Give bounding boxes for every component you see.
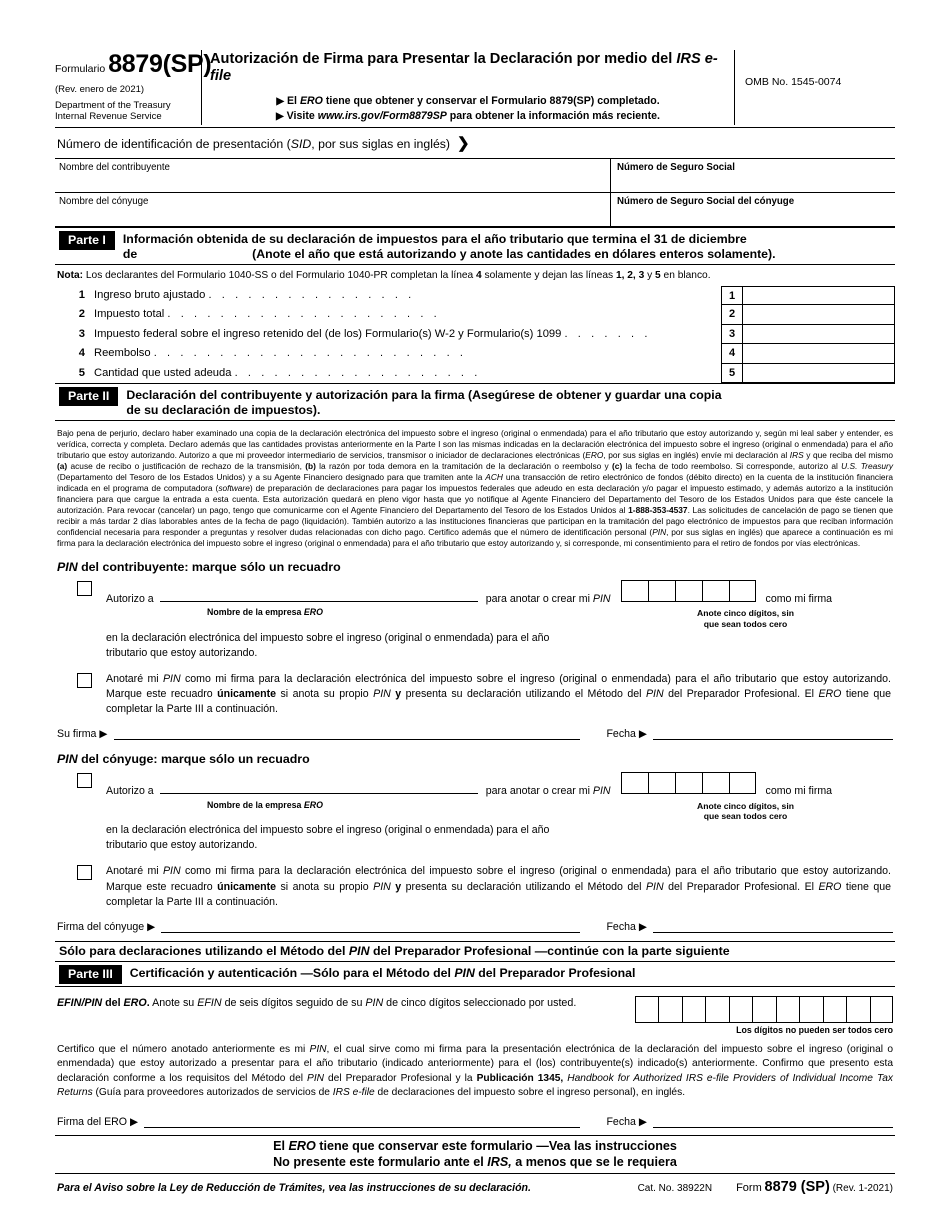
department-line2: Internal Revenue Service: [55, 111, 162, 123]
part1-title-line3: (Anote el año que está autorizando y anote las cantidades en dólares enteros solamente).: [252, 247, 776, 262]
pin-digit-box[interactable]: [675, 772, 702, 794]
as-signature-label: como mi firma: [765, 785, 833, 798]
spouse-signature-label: Firma del cónyuge ▶: [57, 920, 156, 933]
part2-tag: Parte II: [59, 387, 118, 406]
spouse-ero-firm-name-input[interactable]: [160, 780, 478, 794]
part1-tag: Parte I: [59, 231, 115, 250]
pin-digit-box[interactable]: [675, 580, 702, 602]
continuation-line1: en la declaración electrónica del impuesto sobre el ingreso (original o enmendada) para el año: [106, 632, 550, 645]
sid-label: Número de identificación de presentación (SID, por sus siglas en inglés): [57, 137, 451, 152]
footer-form-id: [736, 1179, 893, 1195]
ero-signature-row: [55, 1115, 895, 1128]
table-row: [55, 344, 895, 364]
taxpayer-signature-row: [55, 727, 895, 740]
efin-boxes[interactable]: [635, 996, 894, 1023]
note-label: Nota:: [57, 270, 84, 282]
privacy-notice: Para el Aviso sobre la Ley de Reducción de Trámites, vea las instrucciones de su declaración.: [57, 1182, 531, 1195]
spouse-date-input[interactable]: [653, 920, 893, 933]
ero-signature-input[interactable]: [144, 1115, 580, 1128]
efin-digit-box[interactable]: [658, 996, 682, 1023]
line-text: Impuesto total: [94, 308, 165, 321]
line-label: [94, 344, 721, 364]
line-number: 3: [78, 327, 85, 340]
pin-digit-box[interactable]: [729, 580, 756, 602]
practitioner-pin-banner: Sólo para declaraciones utilizando el Método del PIN del Preparador Profesional —continúe con la parte siguiente: [55, 941, 895, 962]
taxpayer-pin-option-2-checkbox[interactable]: [77, 673, 92, 688]
line-number: 5: [78, 366, 85, 379]
footer-form-word: Form: [736, 1182, 762, 1195]
header-bullets: [210, 94, 726, 126]
spouse-pin-option-1: [55, 772, 895, 852]
ero-pin-digit-box[interactable]: [776, 996, 800, 1023]
department-line1: Department of the Treasury: [55, 99, 171, 111]
sid-line: [55, 128, 895, 159]
leader-dots: . . . . . . . . . . . . . . . . . . . . .: [167, 308, 441, 321]
spouse-pin-boxes[interactable]: [621, 772, 756, 794]
arrow-icon: ❯: [457, 135, 470, 153]
part1-title: [123, 230, 776, 262]
spouse-name-field[interactable]: Nombre del cónyuge: [59, 196, 149, 208]
form-page: [55, 50, 895, 1195]
ero-pin-digit-box[interactable]: [823, 996, 847, 1023]
table-row: [55, 286, 895, 306]
header-bullet-1: ▶ El ERO tiene que obtener y conservar el Formulario 8879(SP) completado.: [276, 94, 660, 107]
leader-dots: . . . . . . .: [564, 327, 652, 340]
taxpayer-signature-label: Su firma ▶: [57, 728, 108, 741]
efin-digit-box[interactable]: [705, 996, 729, 1023]
omb-number: OMB No. 1545-0074: [745, 76, 842, 88]
ero-signature-label: Firma del ERO ▶: [57, 1115, 139, 1128]
taxpayer-name-field[interactable]: Nombre del contribuyente: [59, 162, 170, 174]
part1-title-line1: Información obtenida de su declaración de impuestos para el año tributario que termina el 31 de diciembre: [122, 232, 747, 247]
spouse-signature-input[interactable]: [161, 920, 580, 933]
part2-title: [126, 386, 721, 418]
continuation-line2: tributario que estoy autorizando.: [106, 646, 258, 659]
spouse-pin-option-2-checkbox[interactable]: [77, 865, 92, 880]
spouse-signature-row: [55, 920, 895, 933]
leader-dots: . . . . . . . . . . . . . . . . . . .: [234, 366, 481, 379]
taxpayer-name-row: [55, 159, 895, 193]
pin-caption-line2: que sean todos cero: [703, 810, 788, 821]
line-box-number: 5: [721, 364, 743, 384]
header-left: [55, 50, 212, 125]
line-box-number: 1: [721, 286, 743, 306]
ero-firm-name-input[interactable]: [160, 588, 478, 602]
ero-pin-digit-box[interactable]: [846, 996, 870, 1023]
line-number: 1: [78, 288, 85, 301]
department-block: [55, 100, 197, 122]
enter-pin-label: para anotar o crear mi PIN: [485, 593, 611, 606]
part2-title-line1: Declaración del contribuyente y autorización para la firma (Asegúrese de obtener y guardar una copia: [126, 388, 722, 403]
ero-pin-digit-box[interactable]: [870, 996, 894, 1023]
pin-digit-box[interactable]: [729, 772, 756, 794]
perjury-statement: Bajo pena de perjurio, declaro haber examinado una copia de la declaración electrónica del impuesto sobre el ingreso (original o enmendada) para el año tributario que estoy autorizando y, según mi leal saber y entender, es verídica, correcta y completa. Declaro además que las cantidades provistas anteriormente en la Parte I son las mismas indicadas en la declaración electrónica del impuesto sobre el ingreso (original o enmendada) para el año tributario que estoy autorizando. Autorizo a que mi proveedor intermediario de servicios, transmisor o iniciador de declaraciones electrónicas (ERO, por sus siglas en inglés) envíe mi declaración al IRS y que reciba del mismo (a) acuse de recibo o justificación de rechazo de la transmisión, (b) la razón por toda demora en la tramitación de la declaración o reembolso y (c) la fecha de todo reembolso. Si corresponde, autorizo al U.S. Treasury (Departamento del Tesoro de los Estados Unidos) y a su Agente Financiero designado para que tramiten ante la ACH una transacción de retiro electrónico de fondos (débito directo) en la cuenta de la institución financiera indicada en el programa de computadora (software) de preparación de declaraciones para pagar los impuestos federales que adeudo en esta declaración y/o pagar el impuesto estimado, y además autorizo a la institución financiera para que cargue la entrada a esta cuenta. Esta autorización quedará en pleno vigor hasta que yo notifique al Agente Financiero del Departamento del Tesoro de los Estados Unidos para que éste cancele la autorización. Para revocar (cancelar) un pago, tengo que comunicarme con el Agente Financiero del Departamento del Tesoro de los Estados Unidos al 1-888-353-4537. Las solicitudes de cancelación de pago se tienen que recibir a más tardar 2 días laborables antes de la fecha de pago (liquidación). También autorizo a las instituciones financieras que participan en la tramitación del pago electrónico de impuestos para que reciban información confidencial necesaria para responder a preguntas y resolver dudas relacionadas con dicho pago. Certifico además que el número de identificación personal (PIN, por sus siglas en inglés) que aparece a continuación es mi firma para la declaración electrónica del impuesto sobre el ingreso (original o enmendada) para el año tributario que estoy autorizando y, si corresponde, mi consentimiento para el retiro de fondos por vías electrónicas.: [57, 428, 893, 549]
part1-header: [55, 227, 895, 265]
form-number: 8879(SP): [108, 50, 212, 78]
spouse-ssn-field[interactable]: Número de Seguro Social del cónyuge: [610, 193, 895, 226]
taxpayer-date-input[interactable]: [653, 727, 893, 740]
authorize-label: Autorizo a: [106, 593, 154, 606]
spouse-pin-option-1-body: [106, 772, 895, 852]
footer-form-revision: (Rev. 1-2021): [832, 1183, 893, 1195]
taxpayer-pin-option-1-checkbox[interactable]: [77, 581, 92, 596]
pin-digit-box[interactable]: [702, 772, 729, 794]
line-text: Reembolso: [94, 347, 151, 360]
taxpayer-pin-option-1: [55, 580, 895, 660]
pin-digit-box[interactable]: [648, 772, 675, 794]
line-label: [94, 325, 721, 345]
pin-digit-box[interactable]: [702, 580, 729, 602]
efin-digit-box[interactable]: [729, 996, 753, 1023]
as-signature-label: como mi firma: [765, 593, 833, 606]
part2-header: [55, 383, 895, 421]
part3-tag: Parte III: [59, 965, 122, 984]
spouse-pin-option-2-text: Anotaré mi PIN como mi firma para la declaración electrónica del impuesto sobre el ingreso (original o enmendada) para el año tributario que estoy autorizando. Marque este recuadro únicamente si anota su propio PIN y presenta su declaración utilizando el Método del PIN del Preparador Profesional. El ERO tiene que completar la Parte III a continuación.: [106, 865, 891, 908]
efin-box-group: [635, 996, 894, 1035]
pin-caption-line2: que sean todos cero: [703, 618, 788, 629]
part3-title: Certificación y autenticación —Sólo para el Método del PIN del Preparador Profesional: [129, 965, 636, 980]
taxpayer-date-label: Fecha ▶: [606, 728, 647, 741]
line-text: Cantidad que usted adeuda: [94, 366, 232, 379]
continuation-line2: tributario que estoy autorizando.: [106, 838, 258, 851]
line-amount-input[interactable]: [743, 344, 895, 364]
line-box-number: 2: [721, 305, 743, 325]
efin-row: [55, 987, 895, 1037]
header-bullet-2: ▶ Visite www.irs.gov/Form8879SP para obtener la información más reciente.: [276, 110, 660, 123]
leader-dots: . . . . . . . . . . . . . . . . . . . . . . . .: [153, 347, 467, 360]
table-row: [55, 305, 895, 325]
line-label: [94, 364, 721, 384]
line-box-number: 3: [721, 325, 743, 345]
line-amount-input[interactable]: [743, 305, 895, 325]
pin-caption: [674, 608, 817, 629]
footer-form-number: 8879 (SP): [764, 1179, 830, 1196]
spouse-ero-firm-name-caption: Nombre de la empresa ERO: [207, 799, 323, 810]
ero-firm-name-caption: Nombre de la empresa ERO: [207, 607, 323, 618]
spouse-pin-option-2: [55, 864, 895, 909]
taxpayer-pin-boxes[interactable]: [621, 580, 756, 602]
part2-title-line2: de su declaración de impuestos).: [126, 403, 321, 418]
taxpayer-pin-option-1-continuation: [106, 629, 895, 660]
part1-title-line2: [123, 247, 776, 262]
part3-certification: Certifico que el número anotado anteriormente es mi PIN, el cual sirve como mi firma para la presentación electrónica de la declaración del impuesto sobre el ingreso (original o enmendada) que estoy autorizado a presentar para el año tributario (indicado anteriormente) para el (los) contribuyente(s) indicado(s) anteriormente. Confirmo que presento esta declaración conforme a los requisitos del Método del PIN del Preparador Profesional y la Publicación 1345, Handbook for Authorized IRS e-file Providers of Individual Income Tax Returns (Guía para proveedores autorizados de servicios de IRS e-file de declaraciones del impuesto sobre el ingreso personal), en inglés.: [57, 1043, 893, 1099]
footer-row: [55, 1174, 895, 1195]
efin-digit-box[interactable]: [682, 996, 706, 1023]
form-header: [55, 50, 895, 128]
part1-note: [55, 265, 895, 285]
pin-caption-line1: Anote cinco dígitos, sin: [697, 608, 794, 619]
spouse-pin-heading: PIN del cónyuge: marque sólo un recuadro: [57, 752, 310, 767]
ero-pin-digit-box[interactable]: [799, 996, 823, 1023]
pin-caption-line1: Anote cinco dígitos, sin: [697, 800, 794, 811]
efin-digit-box[interactable]: [752, 996, 776, 1023]
spouse-pin-option-1-checkbox[interactable]: [77, 773, 92, 788]
retention-banner-line1: El ERO tiene que conservar este formulario —Vea las instrucciones: [273, 1138, 677, 1153]
pin-digit-box[interactable]: [621, 772, 648, 794]
header-center: [201, 50, 735, 125]
line-text: Ingreso bruto ajustado: [94, 288, 206, 301]
table-row: [55, 325, 895, 345]
line-amount-input[interactable]: [743, 286, 895, 306]
retention-banner: [55, 1135, 895, 1175]
form-title: Autorización de Firma para Presentar la Declaración por medio del IRS e-file: [210, 51, 718, 84]
table-row: [55, 364, 895, 384]
taxpayer-ssn-field[interactable]: Número de Seguro Social: [610, 159, 895, 192]
continuation-line1: en la declaración electrónica del impuesto sobre el ingreso (original o enmendada) para el año: [106, 824, 550, 837]
taxpayer-pin-option-1-body: [106, 580, 895, 660]
line-text: Impuesto federal sobre el ingreso retenido del (de los) Formulario(s) W-2 y Formulario(s) 1099: [94, 327, 562, 340]
ero-date-input[interactable]: [653, 1115, 893, 1128]
spouse-pin-caption: [674, 801, 817, 822]
line-amount-input[interactable]: [743, 364, 895, 384]
retention-banner-line2: No presente este formulario ante el IRS, a menos que se le requiera: [273, 1154, 677, 1169]
efin-caption: Los dígitos no pueden ser todos cero: [736, 1024, 893, 1035]
taxpayer-pin-option-2: [55, 672, 895, 717]
catalog-number: Cat. No. 38922N: [637, 1183, 713, 1195]
pin-digit-box[interactable]: [648, 580, 675, 602]
form-label: Formulario: [55, 63, 106, 75]
authorize-label: Autorizo a: [106, 785, 154, 798]
spouse-pin-option-1-continuation: [106, 821, 895, 852]
line-label: [94, 286, 721, 306]
note-text: Los declarantes del Formulario 1040-SS o del Formulario 1040-PR completan la línea 4 solamente y dejan las líneas 1, 2, 3 y 5 en blanco.: [85, 270, 711, 282]
efin-digit-box[interactable]: [635, 996, 659, 1023]
taxpayer-signature-input[interactable]: [114, 727, 581, 740]
pin-digit-box[interactable]: [621, 580, 648, 602]
spouse-date-label: Fecha ▶: [606, 920, 647, 933]
authorize-line: [106, 772, 895, 798]
ero-date-label: Fecha ▶: [606, 1115, 647, 1128]
part3-header: [55, 962, 895, 987]
line-number: 4: [78, 347, 85, 360]
leader-dots: . . . . . . . . . . . . . . . .: [208, 288, 415, 301]
enter-pin-label: para anotar o crear mi PIN: [485, 785, 611, 798]
line-number: 2: [78, 308, 85, 321]
efin-instruction: EFIN/PIN del ERO. Anote su EFIN de seis dígitos seguido de su PIN de cinco dígitos seleccionado por usted.: [57, 996, 577, 1009]
line-box-number: 4: [721, 344, 743, 364]
authorize-line: [106, 580, 895, 606]
spouse-name-row: [55, 193, 895, 227]
line-label: [94, 305, 721, 325]
form-revision: (Rev. enero de 2021): [55, 84, 145, 95]
line-amount-input[interactable]: [743, 325, 895, 345]
part1-lines: [55, 286, 895, 384]
part1-title-de: de: [122, 247, 138, 262]
taxpayer-pin-option-2-text: Anotaré mi PIN como mi firma para la declaración electrónica del impuesto sobre el ingreso (original o enmendada) para el año tributario que estoy autorizando. Marque este recuadro únicamente si anota su propio PIN y presenta su declaración utilizando el Método del PIN del Preparador Profesional. El ERO tiene que completar la Parte III a continuación.: [106, 673, 891, 716]
taxpayer-pin-heading: PIN del contribuyente: marque sólo un recuadro: [57, 560, 341, 575]
